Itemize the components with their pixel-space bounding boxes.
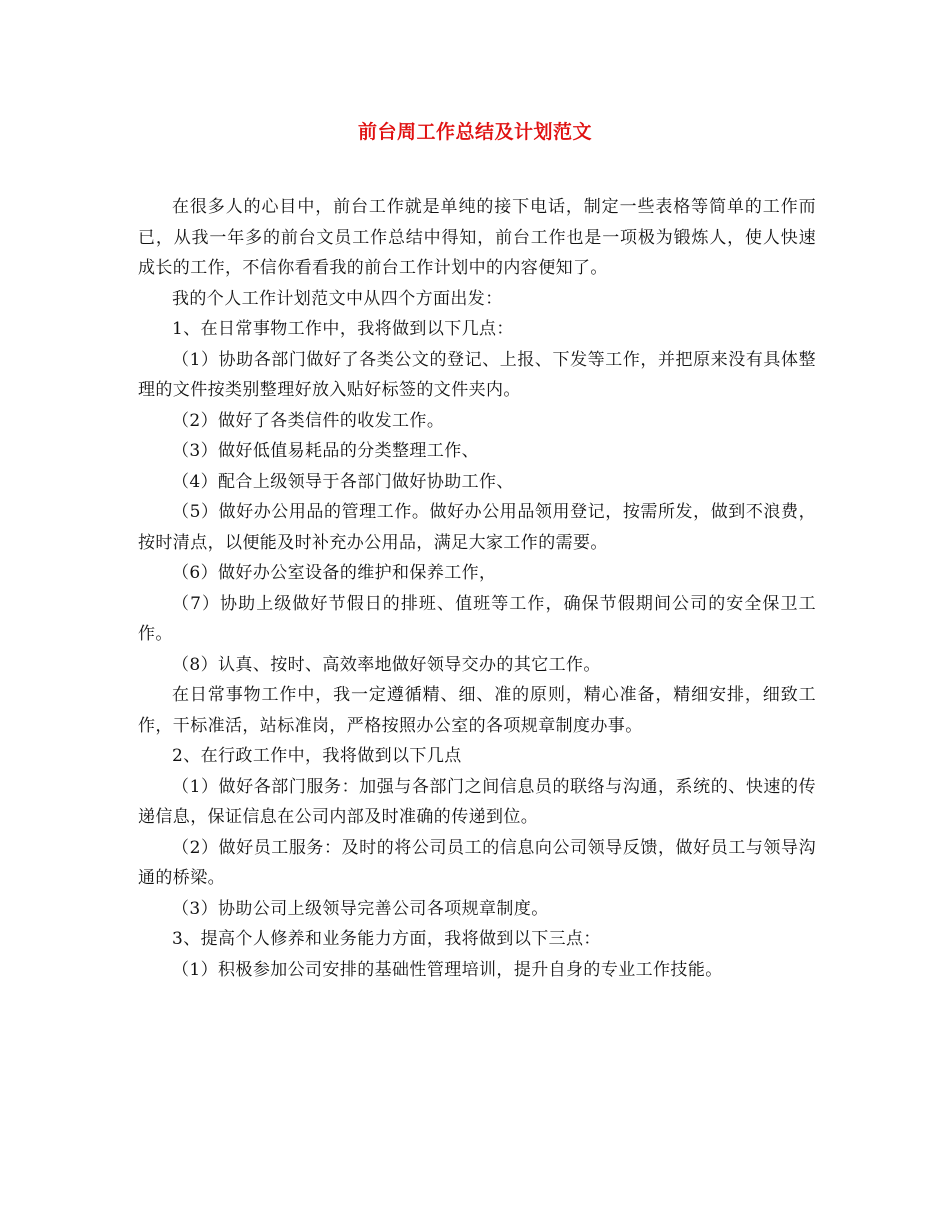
list-item-1-4: （4）配合上级领导于各部门做好协助工作、 (172, 471, 514, 492)
paragraph-principles: 在日常事物工作中，我一定遵循精、细、准的原则，精心准备，精细安排，细致工作，干标准活，站标准岗，严格按照办公室的各项规章制度办事。 (138, 685, 816, 736)
section-heading-1: 1、在日常事物工作中，我将做到以下几点： (172, 319, 514, 339)
list-item-1-5: （5）做好办公用品的管理工作。做好办公用品领用登记，按需所发，做到不浪费，按时清点，以便能及时补充办公用品，满足大家工作的需要。 (138, 502, 816, 553)
section-heading-2: 2、在行政工作中，我将做到以下几点 (172, 746, 462, 766)
document-title: 前台周工作总结及计划范文 (357, 121, 592, 143)
list-item-1-2: （2）做好了各类信件的收发工作。 (172, 410, 445, 431)
paragraph-intro: 在很多人的心目中，前台工作就是单纯的接下电话，制定一些表格等简单的工作而已，从我一年多的前台文员工作总结中得知，前台工作也是一项极为锻炼人，使人快速成长的工作，不信你看看我的前台工作计划中的内容便知了。 (138, 197, 816, 278)
list-item-1-7: （7）协助上级做好节假日的排班、值班等工作，确保节假期间公司的安全保卫工作。 (138, 593, 816, 644)
list-item-2-3: （3）协助公司上级领导完善公司各项规章制度。 (172, 898, 549, 919)
list-item-3-1: （1）积极参加公司安排的基础性管理培训，提升自身的专业工作技能。 (172, 959, 723, 980)
list-item-1-6: （6）做好办公室设备的维护和保养工作， (172, 563, 497, 583)
list-item-1-3: （3）做好低值易耗品的分类整理工作、 (172, 441, 480, 461)
list-item-2-1: （1）做好各部门服务：加强与各部门之间信息员的联络与沟通，系统的、快速的传递信息，保证信息在公司内部及时准确的传递到位。 (138, 776, 816, 827)
list-item-1-1: （1）协助各部门做好了各类公文的登记、上报、下发等工作，并把原来没有具体整理的文件按类别整理好放入贴好标签的文件夹内。 (138, 349, 816, 400)
list-item-1-8: （8）认真、按时、高效率地做好领导交办的其它工作。 (172, 654, 601, 675)
list-item-2-2: （2）做好员工服务：及时的将公司员工的信息向公司领导反馈，做好员工与领导沟通的桥梁。 (138, 837, 816, 888)
document-body (138, 192, 816, 985)
paragraph-overview: 我的个人工作计划范文中从四个方面出发： (172, 288, 503, 309)
section-heading-3: 3、提高个人修养和业务能力方面，我将做到以下三点： (172, 929, 601, 949)
